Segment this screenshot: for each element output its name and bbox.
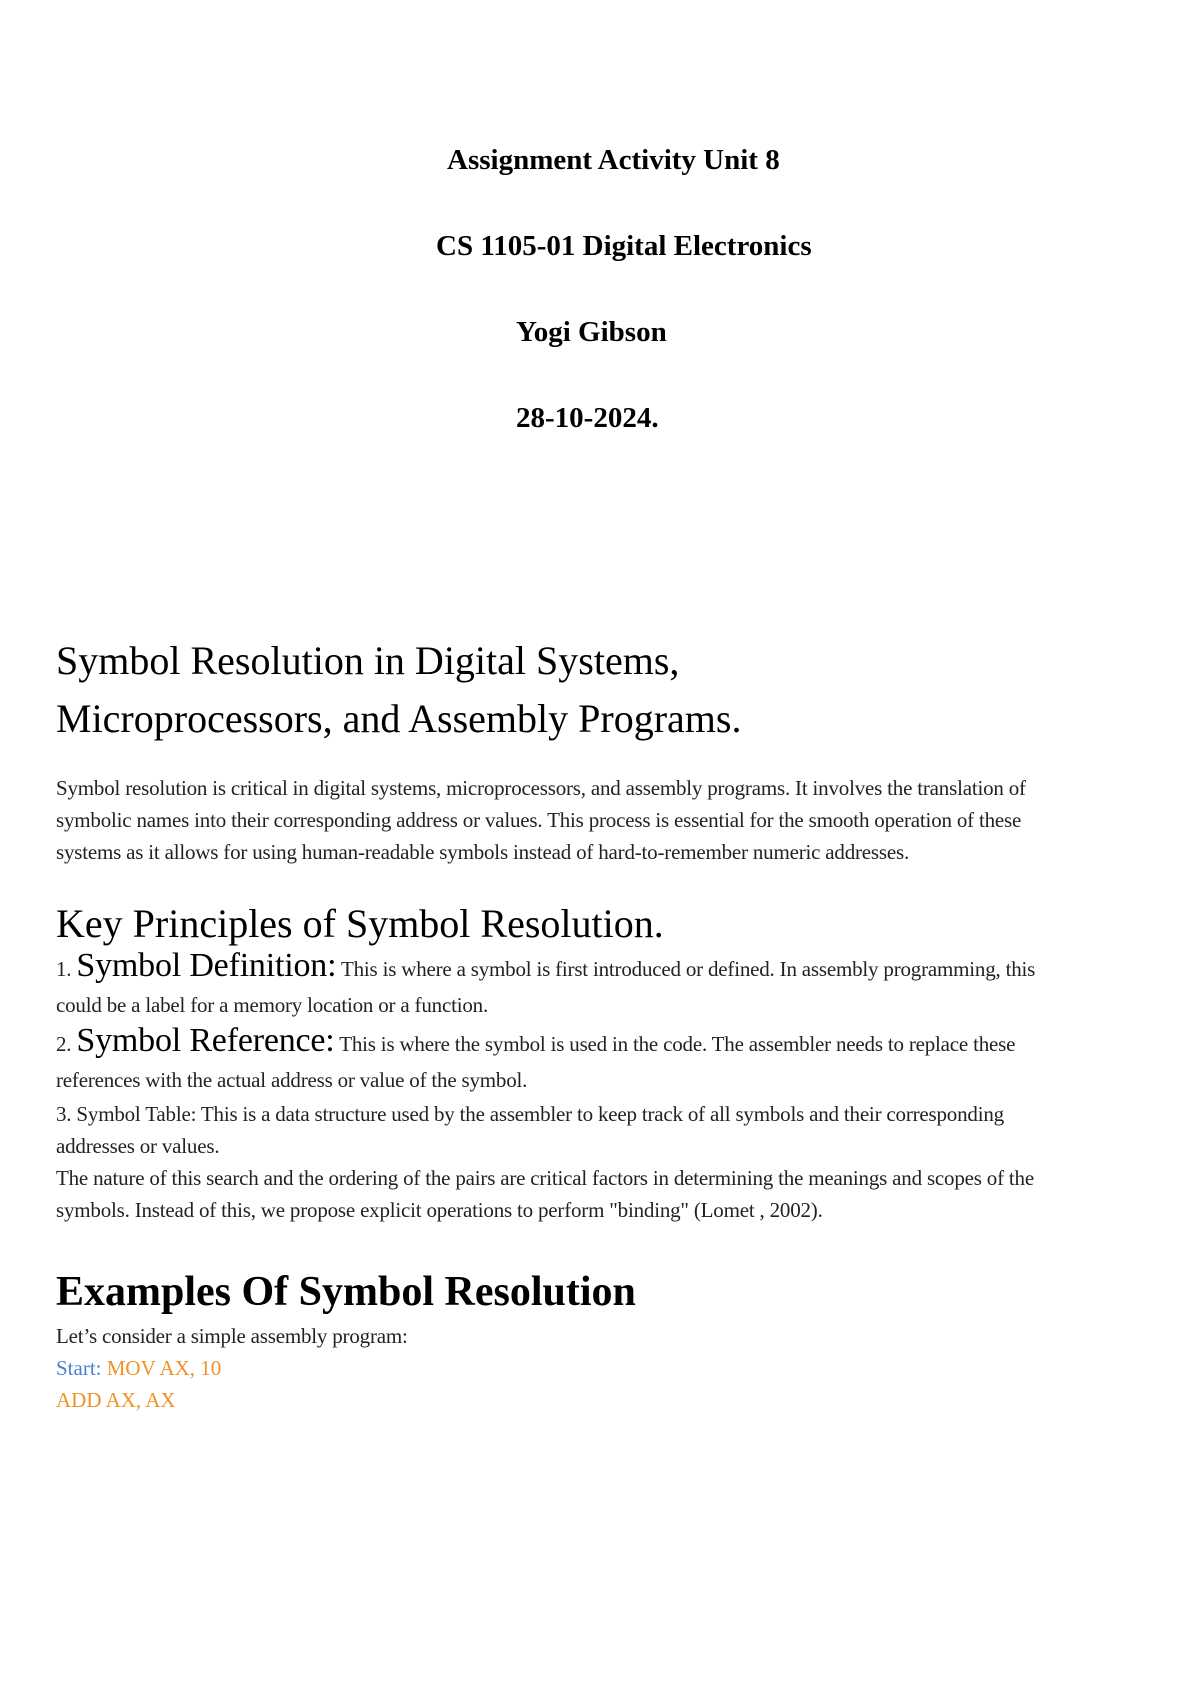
submission-date: 28-10-2024. bbox=[516, 402, 659, 434]
examples-lead: Let’s consider a simple assembly program: bbox=[56, 1324, 408, 1348]
code-sample bbox=[56, 1352, 1076, 1416]
principle-number: 3. bbox=[56, 1102, 72, 1126]
document-body bbox=[56, 632, 1076, 1416]
principles-heading: Key Principles of Symbol Resolution. bbox=[56, 901, 664, 946]
code-line-2 bbox=[56, 1384, 1076, 1416]
code-instruction: ADD AX, AX bbox=[56, 1388, 176, 1412]
code-line-1 bbox=[56, 1352, 1076, 1384]
principle-number: 2. bbox=[56, 1032, 72, 1056]
principle-item bbox=[56, 1023, 1076, 1098]
code-label: Start: bbox=[56, 1356, 102, 1380]
principle-text: This is where a symbol is first introduced or defined. In assembly programming, this could be a label for a memory location or a function. bbox=[56, 957, 1036, 1017]
principle-term: Symbol Definition: bbox=[76, 947, 337, 984]
principle-term: Symbol Table: bbox=[76, 1102, 197, 1126]
main-title-line-2: Microprocessors, and Assembly Programs. bbox=[56, 696, 742, 741]
principle-text: This is a data structure used by the assembler to keep track of all symbols and their corresponding addresses or values. bbox=[56, 1102, 1004, 1158]
assignment-title: Assignment Activity Unit 8 bbox=[447, 144, 780, 176]
principle-text: This is where the symbol is used in the code. The assembler needs to replace these references with the actual address or value of the symbol. bbox=[56, 1032, 1016, 1092]
examples-heading: Examples Of Symbol Resolution bbox=[56, 1269, 636, 1315]
main-title-line-1: Symbol Resolution in Digital Systems, bbox=[56, 638, 680, 683]
course-name: CS 1105-01 Digital Electronics bbox=[436, 230, 812, 262]
principle-number: 1. bbox=[56, 957, 72, 981]
principles-note: The nature of this search and the ordering of the pairs are critical factors in determining the meanings and scopes of the symbols. Instead of this, we propose explicit operations to perform "binding" (Lomet , 2002). bbox=[56, 1166, 1034, 1222]
author-name: Yogi Gibson bbox=[516, 316, 667, 348]
intro-paragraph: Symbol resolution is critical in digital systems, microprocessors, and assembly programs. It involves the translation of symbolic names into their corresponding address or values. This process is essential for the smooth operation of these systems as it allows for using human-readable symbols instead of hard-to-remember numeric addresses. bbox=[56, 776, 1026, 864]
principle-item bbox=[56, 1098, 1076, 1162]
code-instruction: MOV AX, 10 bbox=[106, 1356, 222, 1380]
principle-term: Symbol Reference: bbox=[76, 1022, 335, 1059]
principle-item bbox=[56, 948, 1076, 1023]
main-title bbox=[56, 632, 1076, 748]
